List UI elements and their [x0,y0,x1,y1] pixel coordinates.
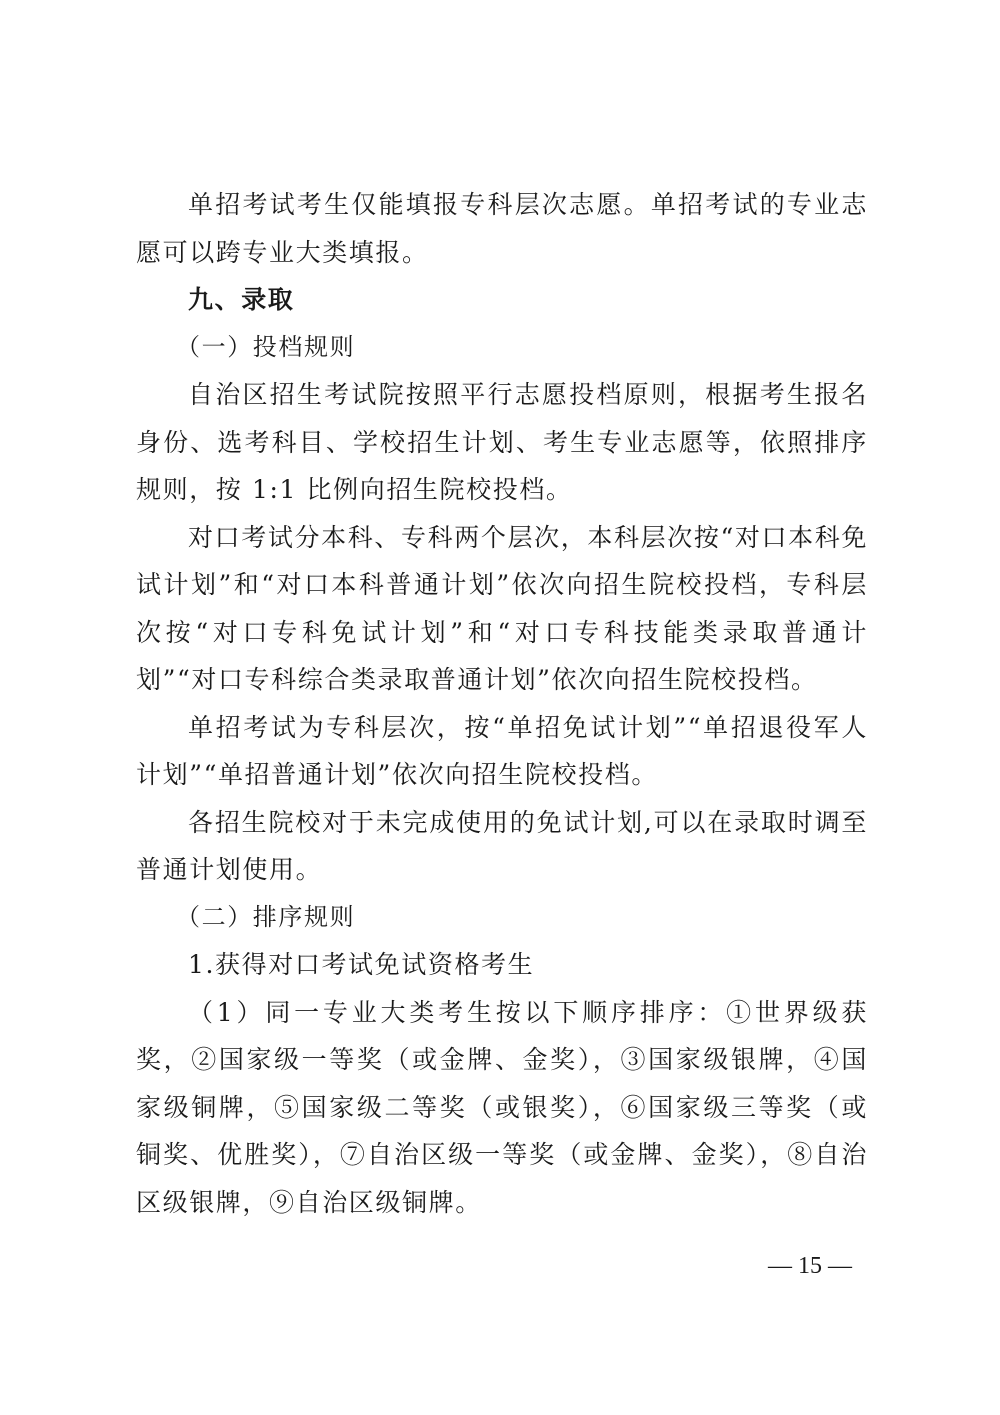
subsection-heading-ranking-rules: （二）排序规则 [176,902,356,931]
paragraph-parallel-filing: 自治区招生考试院按照平行志愿投档原则，根据考生报名身份、选考科目、学校招生计划、考生专业志愿等，依照排序规则，按 1:1 比例向招生院校投档。 [136,380,868,504]
paragraph-counterpart-exam-filing: 对口考试分本科、专科两个层次，本科层次按“对口本科免试计划”和“对口本科普通计划”依次向招生院校投档，专科层次按“对口专科免试计划”和“对口专科技能类录取普通计划”“对口专科综合类录取普通计划”依次向招生院校投档。 [136,522,868,694]
paragraph-single-recruit-filing: 单招考试为专科层次，按“单招免试计划”“单招退役军人计划”“单招普通计划”依次向招生院校投档。 [136,712,868,789]
paragraph-single-recruit-volunteer: 单招考试考生仅能填报专科层次志愿。单招考试的专业志愿可以跨专业大类填报。 [136,190,868,267]
paragraph-award-ranking-order: （1）同一专业大类考生按以下顺序排序：①世界级获奖，②国家级一等奖（或金牌、金奖），③国家级银牌，④国家级铜牌，⑤国家级二等奖（或银奖），⑥国家级三等奖（或铜奖、优胜奖），⑦自治区级一等奖（或金牌、金奖），⑧自治区级银牌，⑨自治区级铜牌。 [136,997,868,1217]
paragraph-exempt-candidates: 1.获得对口考试免试资格考生 [188,950,535,979]
paragraph-unused-exempt-plans: 各招生院校对于未完成使用的免试计划,可以在录取时调至普通计划使用。 [136,807,868,884]
subsection-heading-filing-rules: （一）投档规则 [176,332,356,361]
page-number: — 15 — [768,1253,852,1279]
section-heading-admission: 九、录取 [188,285,295,314]
document-body [136,181,868,1226]
